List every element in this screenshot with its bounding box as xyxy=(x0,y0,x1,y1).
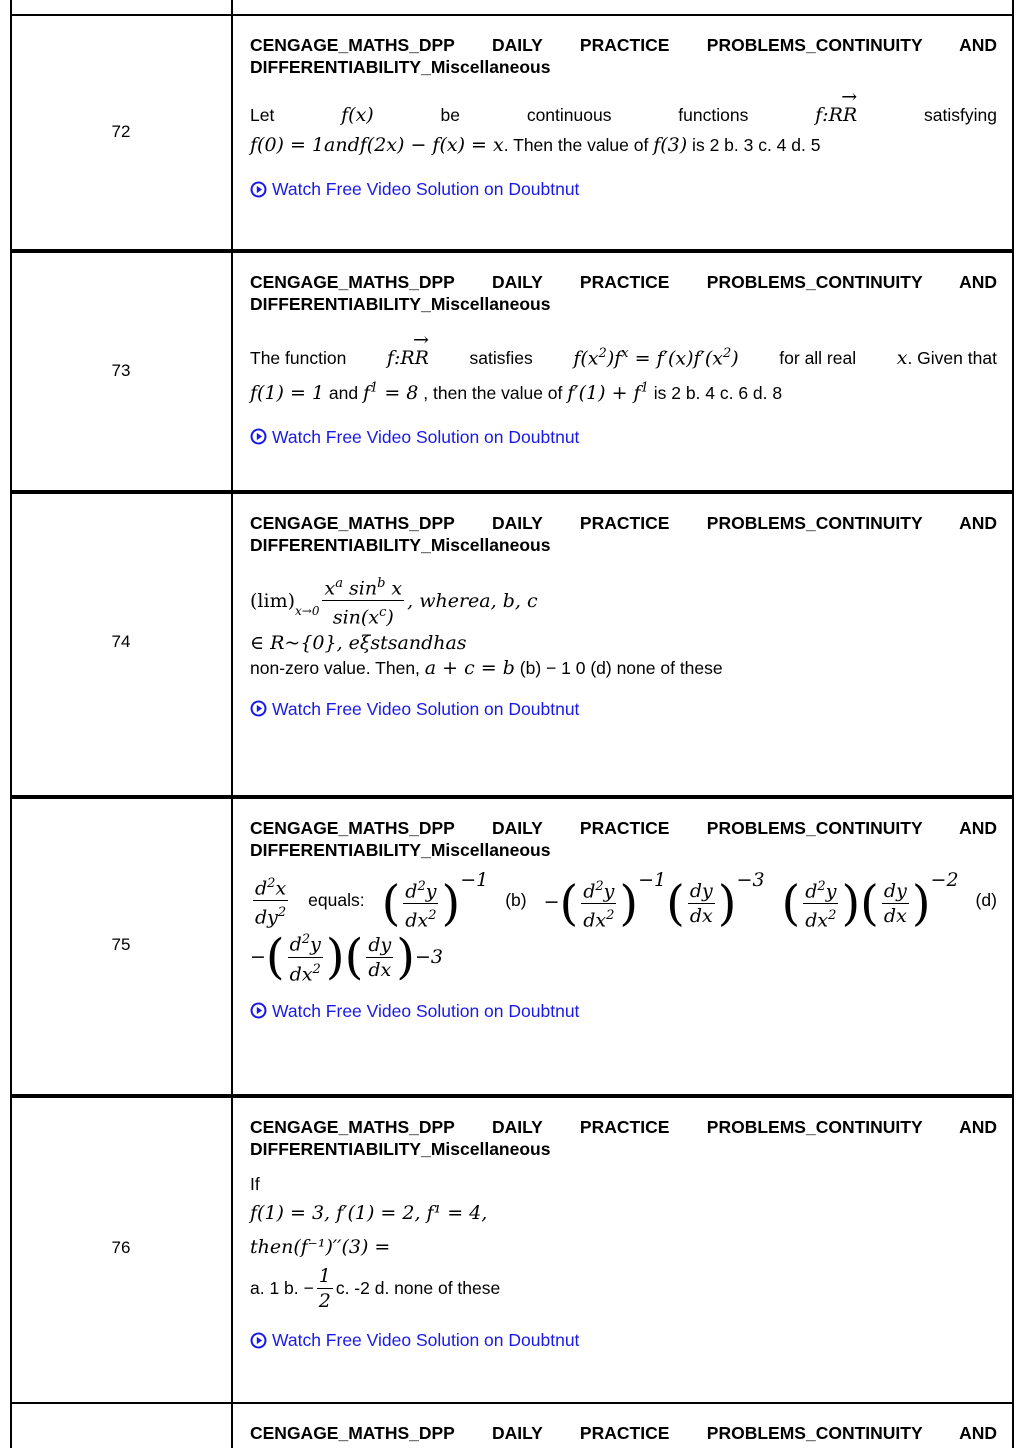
play-circle-icon xyxy=(250,428,267,445)
question-header: CENGAGE_MATHS_DPP DAILY PRACTICE PROBLEMS_CONTINUITY AND DIFFERENTIABILITY_Miscellaneous xyxy=(250,513,997,555)
question-number: 73 xyxy=(111,361,131,380)
question-text: (lim) x→0 $\frac{x^a \sin^b x}{\sin(x^c)}$ , wherea, b, c ∈ R~{0}, eξstsandhas non-zero value. Then, a + c = b (b) − 1 0 (d) none of these xyxy=(250,572,997,680)
table-row xyxy=(10,797,1014,1096)
question-number: 72 xyxy=(111,122,131,141)
table-row xyxy=(10,492,1014,797)
question-header: CENGAGE_MATHS_DPP DAILY PRACTICE PROBLEMS_CONTINUITY AND DIFFERENTIABILITY_Miscellaneous xyxy=(250,818,997,860)
question-number: 75 xyxy=(111,935,131,954)
play-circle-icon xyxy=(250,1002,267,1019)
play-circle-icon xyxy=(250,700,267,717)
play-circle-icon xyxy=(250,181,267,198)
question-text: Let f(x) be continuous functions f:RR → satisfying f(0) = 1andf(2x) − f(x) = x. Then the value of f(3) is 2 b. 3 c. 4 d. 5 xyxy=(250,86,997,156)
question-header: CENGAGE_MATHS_DPP DAILY PRACTICE PROBLEMS_CONTINUITY AND xyxy=(250,1423,997,1443)
table-row xyxy=(10,1096,1014,1404)
question-text: If f(1) = 3, f′(1) = 2, f¹ = 4, then(f⁻¹)′′(3) = a. 1 b. − $\frac{1}{2}$ c. -2 d. none of these xyxy=(250,1174,501,1312)
table-row xyxy=(10,251,1014,492)
question-header: CENGAGE_MATHS_DPP DAILY PRACTICE PROBLEMS_CONTINUITY AND DIFFERENTIABILITY_Miscellaneous xyxy=(250,35,997,77)
question-header: CENGAGE_MATHS_DPP DAILY PRACTICE PROBLEMS_CONTINUITY AND DIFFERENTIABILITY_Miscellaneous xyxy=(250,1117,997,1159)
watch-video-link[interactable]: Watch Free Video Solution on Doubtnut xyxy=(250,1000,579,1022)
play-circle-icon xyxy=(250,1332,267,1349)
question-text: $\frac{d^2x}{dy^2}$ equals: ( $\frac{d^2y}{dx^2}$ )$^{-1}$ (b) −( $\frac{d^2y}{dx^2}$ )$^{-1}$( $\frac{dy}{dx}$ )$^{-3}$ ( $\frac{d^2y}{dx^2}$ )( $\frac{dy}{dx}$ )$^{-2}$ (d) − ( $\frac{d^2y}{dx^2}$ ) ( $\frac{dy}{dx}$ ) −3 xyxy=(250,869,997,986)
watch-video-link[interactable]: Watch Free Video Solution on Doubtnut xyxy=(250,178,579,200)
table-row xyxy=(10,14,1014,251)
question-number: 74 xyxy=(111,632,131,651)
table-row xyxy=(10,1404,1014,1448)
question-header: CENGAGE_MATHS_DPP DAILY PRACTICE PROBLEMS_CONTINUITY AND DIFFERENTIABILITY_Miscellaneous xyxy=(250,272,997,314)
watch-video-link[interactable]: Watch Free Video Solution on Doubtnut xyxy=(250,1329,579,1351)
watch-video-link[interactable]: Watch Free Video Solution on Doubtnut xyxy=(250,426,579,448)
question-number: 76 xyxy=(111,1238,131,1257)
question-text: The function f:RR → satisfies $f(x^2)f^x = f'(x)f'(x^2)$ for all real x. Given that f(1) = 1 and $f^1 = 8$ , then the value of $f'(1) + f^1$ is 2 b. 4 c. 6 d. 8 xyxy=(250,329,997,404)
watch-video-link[interactable]: Watch Free Video Solution on Doubtnut xyxy=(250,698,579,720)
